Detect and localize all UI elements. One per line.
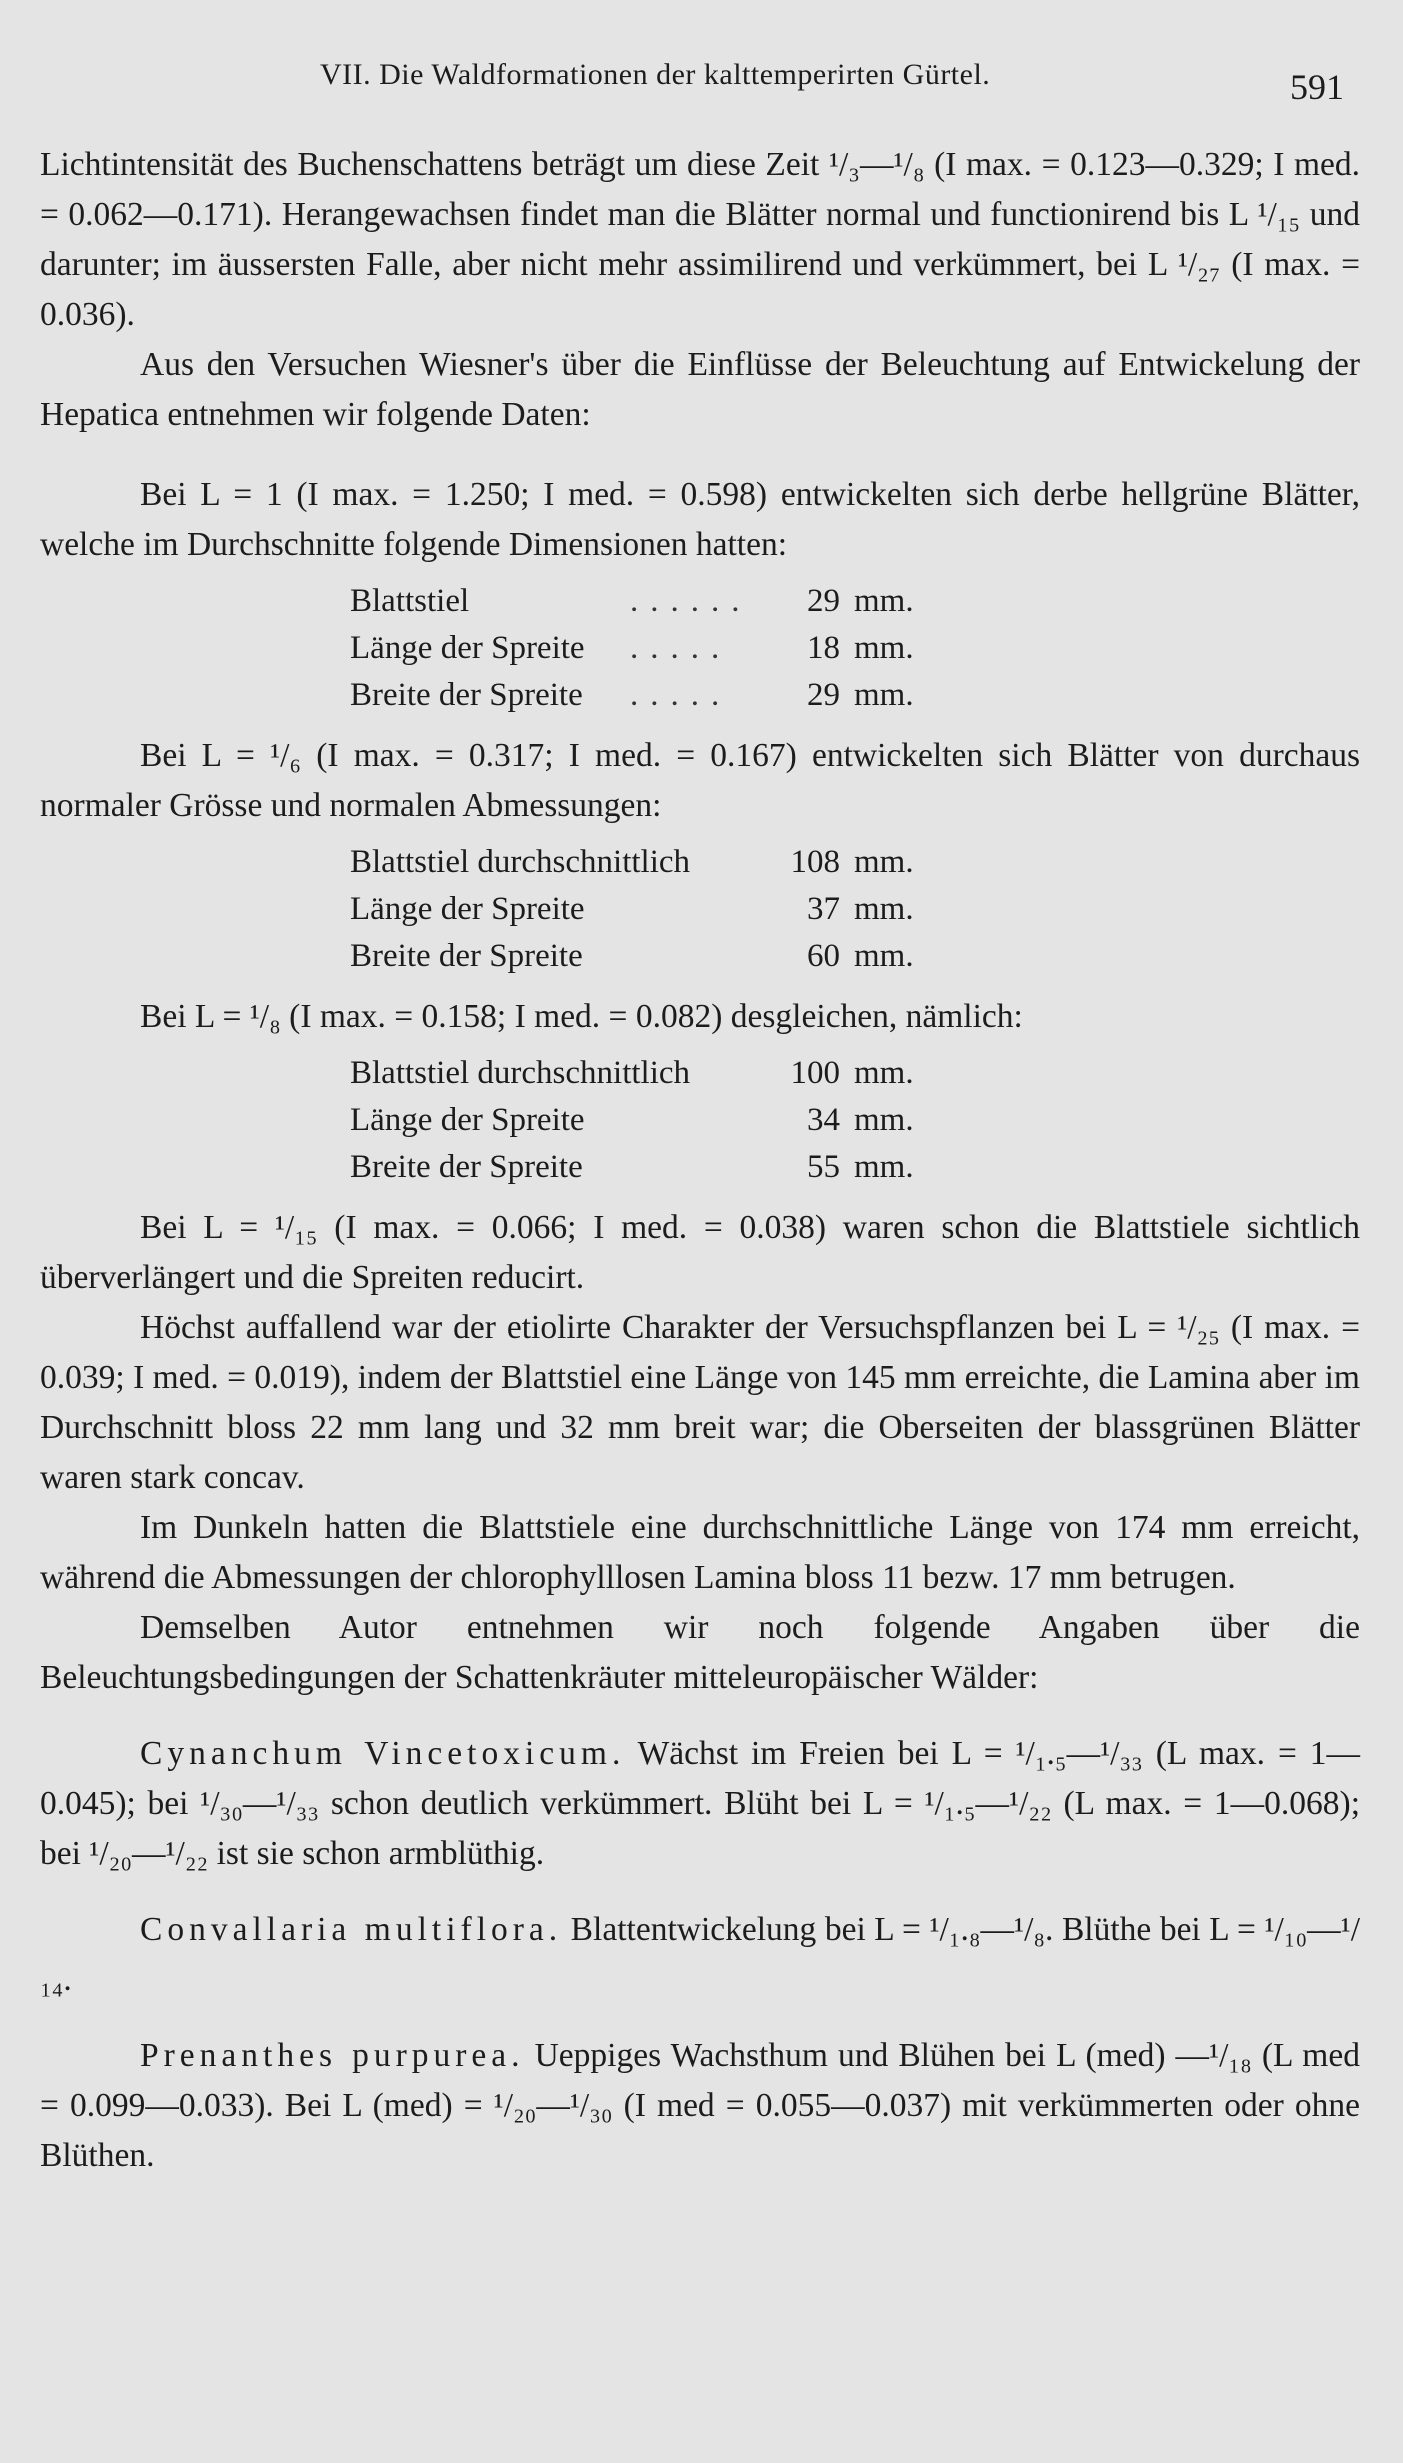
table-row <box>350 1097 914 1144</box>
row-label: Blattstiel <box>350 583 470 619</box>
row-value: 34 <box>807 1102 840 1138</box>
row-unit: mm. <box>854 891 914 927</box>
paragraph-convallaria <box>40 1905 1360 2005</box>
table-row <box>350 1050 914 1097</box>
row-value: 60 <box>807 938 840 974</box>
row-value: 18 <box>807 630 840 666</box>
table-row: Breite der Spreite ..... 29 mm. <box>350 672 914 719</box>
table-row: Blattstiel ...... 29 mm. <box>350 578 914 625</box>
row-unit: mm. <box>854 583 914 619</box>
table-row <box>350 839 914 886</box>
row-label: Breite der Spreite <box>350 677 583 713</box>
species-name: Convallaria multiflora. <box>140 1911 563 1948</box>
paragraph-9: Demselben Autor entnehmen wir noch folgende Angaben über die Beleuchtungsbedingungen der Schattenkräuter mitteleuropäischer Wälder: <box>40 1609 1360 1696</box>
paragraph-cynanchum <box>40 1729 1360 1879</box>
species-text: Ueppiges Wachsthum und Blühen bei L (med) —¹/₁₈ (L med = 0.099—0.033). Bei L (med) = ¹/₂₀—¹/₃₀ (I med = 0.055—0.037) mit verkümmerten oder ohne Blüthen. <box>40 2037 1360 2174</box>
paragraph-6: Bei L = ¹/₁₅ (I max. = 0.066; I med. = 0.038) waren schon die Blattstiele sichtlich überverlängert und die Spreiten reducirt. <box>40 1209 1360 1296</box>
paragraph-1: Lichtintensität des Buchenschattens beträgt um diese Zeit ¹/₃—¹/₈ (I max. = 0.123—0.329; I med. = 0.062—0.171). Herangewachsen findet man die Blätter normal und functionirend bis L ¹/₁₅ und darunter; im äussersten Falle, aber nicht mehr assimilirend und verkümmert, bei L ¹/₂₇ (I max. = 0.036). <box>40 146 1360 333</box>
running-head: VII. Die Waldformationen der kalttemperirten Gürtel. <box>320 58 991 91</box>
row-label: Blattstiel durchschnittlich <box>350 1055 691 1091</box>
row-label: Länge der Spreite <box>350 1102 585 1138</box>
row-value: 37 <box>807 891 840 927</box>
row-label: Breite der Spreite <box>350 938 583 974</box>
row-value: 100 <box>790 1055 840 1091</box>
row-label: Länge der Spreite <box>350 891 585 927</box>
body-text <box>40 140 1360 2181</box>
row-unit: mm. <box>854 938 914 974</box>
dimension-table-1 <box>350 578 914 719</box>
row-label: Breite der Spreite <box>350 1149 583 1185</box>
table-row <box>350 886 914 933</box>
table-row: Länge der Spreite ..... 18 mm. <box>350 625 914 672</box>
row-unit: mm. <box>854 1102 914 1138</box>
paragraph-7: Höchst auffallend war der etiolirte Charakter der Versuchspflanzen bei L = ¹/₂₅ (I max. = 0.039; I med. = 0.019), indem der Blattstiel eine Länge von 145 mm erreichte, die Lamina aber im Durchschnitt bloss 22 mm lang und 32 mm breit war; die Oberseiten der blassgrünen Blätter waren stark concav. <box>40 1309 1360 1496</box>
dimension-table-3 <box>350 1050 914 1191</box>
paragraph-prenanthes <box>40 2031 1360 2181</box>
row-label: Blattstiel durchschnittlich <box>350 844 691 880</box>
table-row <box>350 1144 914 1191</box>
species-text: Wächst im Freien bei L = ¹/₁.₅—¹/₃₃ (L max. = 1—0.045); bei ¹/₃₀—¹/₃₃ schon deutlich verkümmert. Blüht bei L = ¹/₁.₅—¹/₂₂ (L max. = 1—0.068); bei ¹/₂₀—¹/₂₂ ist sie schon armblüthig. <box>40 1735 1360 1872</box>
paragraph-4: Bei L = ¹/₆ (I max. = 0.317; I med. = 0.167) entwickelten sich Blätter von durchaus normaler Grösse und normalen Abmessungen: <box>40 737 1360 824</box>
row-value: 29 <box>807 583 840 619</box>
row-label: Länge der Spreite <box>350 630 585 666</box>
paragraph-8: Im Dunkeln hatten die Blattstiele eine durchschnittliche Länge von 174 mm erreicht, während die Abmessungen der chlorophylllosen Lamina bloss 11 bezw. 17 mm betrugen. <box>40 1509 1360 1596</box>
row-unit: mm. <box>854 1055 914 1091</box>
row-value: 29 <box>807 677 840 713</box>
row-value: 55 <box>807 1149 840 1185</box>
row-unit: mm. <box>854 1149 914 1185</box>
paragraph-5: Bei L = ¹/₈ (I max. = 0.158; I med. = 0.082) desgleichen, nämlich: <box>140 998 1023 1035</box>
table-row <box>350 933 914 980</box>
dimension-table-2 <box>350 839 914 980</box>
species-name: Prenanthes purpurea. <box>140 2037 525 2074</box>
paragraph-2: Aus den Versuchen Wiesner's über die Einflüsse der Beleuchtung auf Entwickelung der Hepatica entnehmen wir folgende Daten: <box>40 346 1360 433</box>
row-unit: mm. <box>854 630 914 666</box>
row-unit: mm. <box>854 677 914 713</box>
species-name: Cynanchum Vincetoxicum. <box>140 1735 626 1772</box>
paragraph-3: Bei L = 1 (I max. = 1.250; I med. = 0.598) entwickelten sich derbe hellgrüne Blätter, welche im Durchschnitte folgende Dimensionen hatten: <box>40 476 1360 563</box>
row-unit: mm. <box>854 844 914 880</box>
row-value: 108 <box>790 844 840 880</box>
page-number: 591 <box>1290 67 1344 107</box>
species-text: Blattentwickelung bei L = ¹/₁.₈—¹/₈. Blüthe bei L = ¹/₁₀—¹/₁₄. <box>40 1911 1361 1998</box>
